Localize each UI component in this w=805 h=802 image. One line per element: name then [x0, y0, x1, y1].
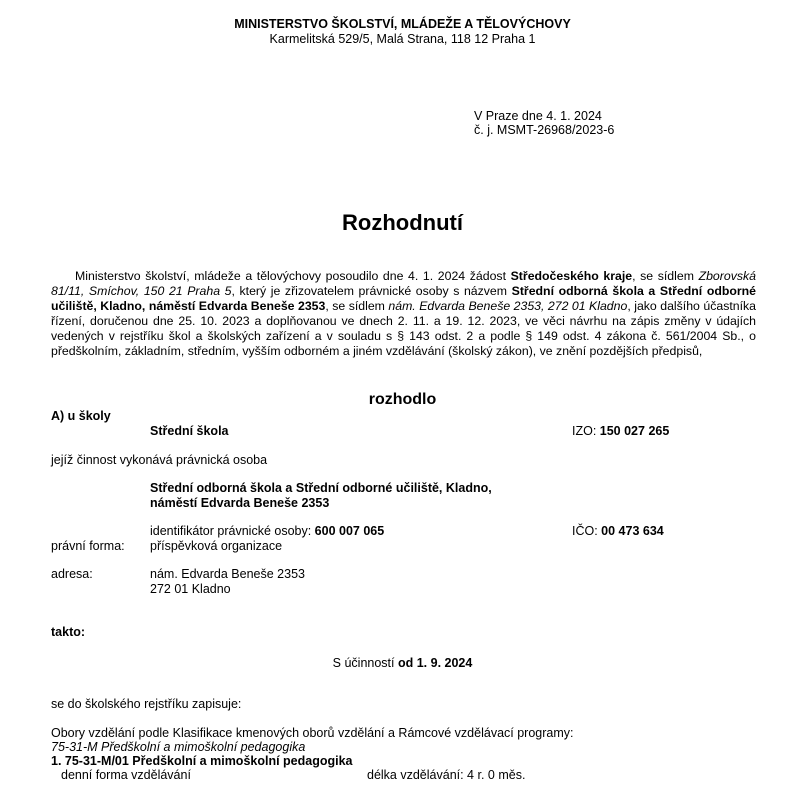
operator-intro: jejíž činnost vykonává právnická osoba — [51, 453, 268, 467]
effective-label: S účinností — [332, 656, 398, 670]
decided-heading: rozhodlo — [368, 391, 437, 408]
legal-id-value: 600 007 065 — [314, 524, 385, 538]
intro-text-1: Ministerstvo školství, mládeže a tělovýchovy posoudilo dne 4. 1. 2024 žádost — [75, 269, 511, 283]
legal-form-label: právní forma: — [51, 539, 125, 553]
intro-text-2: , se sídlem — [632, 269, 699, 283]
address-line2: 272 01 Kladno — [150, 582, 231, 596]
region-address: Zborovská 81/11, Smíchov, 150 21 Praha 5 — [51, 269, 756, 298]
ministry-address: Karmelitská 529/5, Malá Strana, 118 12 Praha 1 — [269, 32, 536, 46]
intro-paragraph — [51, 269, 756, 359]
field-group: 75-31-M Předškolní a mimoškolní pedagogika — [51, 740, 306, 754]
legal-form-value: příspěvková organizace — [150, 539, 283, 553]
reference-number: č. j. MSMT-26968/2023-6 — [474, 123, 615, 137]
field-duration: délka vzdělávání: 4 r. 0 měs. — [367, 768, 526, 782]
intro-text-4: , se sídlem — [325, 299, 389, 313]
operator-name — [150, 481, 492, 511]
intro-text-5: , jako dalšího účastníka řízení, doručenou dne 25. 10. 2023 a doplňovanou ve dnech 2. 11. a 19. 12. 2023, ve věci návrhu na zápis změny v údajích vedených v rejstříku škol a školských zařízení a v souladu s § 143 odst. 2 a podle § 149 odst. 4 zákona č. 561/2004 Sb., o předškolním, základním, středním, vyšším odborném a jiném vzdělávání (školský zákon), ve znění pozdějších předpisů, — [51, 299, 757, 358]
address-line1: nám. Edvarda Beneše 2353 — [150, 567, 305, 581]
field-form: denní forma vzdělávání — [61, 768, 191, 782]
intro-text-3: , který je zřizovatelem právnické osoby s názvem — [231, 284, 512, 298]
effective-value: od 1. 9. 2024 — [397, 656, 473, 670]
field-code-name: 1. 75-31-M/01 Předškolní a mimoškolní pedagogika — [51, 754, 353, 768]
izo-label: IZO: — [572, 424, 600, 438]
ico-label: IČO: — [572, 524, 602, 538]
effective-date — [0, 656, 805, 671]
ministry-name: MINISTERSTVO ŠKOLSTVÍ, MLÁDEŽE A TĚLOVÝCHOVY — [234, 17, 571, 31]
legal-id — [150, 524, 384, 539]
document-title: Rozhodnutí — [342, 210, 463, 235]
ico-value: 00 473 634 — [601, 524, 664, 538]
operator-name-line2: náměstí Edvarda Beneše 2353 — [150, 496, 330, 510]
school-full-name: Střední odborná škola a Střední odborné učiliště, Kladno, náměstí Edvarda Beneše 2353 — [51, 284, 757, 313]
ico — [572, 524, 664, 539]
operator-name-line1: Střední odborná škola a Střední odborné učiliště, Kladno, — [150, 481, 492, 495]
school-address: nám. Edvarda Beneše 2353, 272 01 Kladno — [388, 299, 628, 313]
school-type: Střední škola — [150, 424, 229, 438]
izo-value: 150 027 265 — [599, 424, 670, 438]
date-line: V Praze dne 4. 1. 2024 — [474, 109, 602, 123]
school-section-label: A) u školy — [51, 409, 111, 423]
register-intro: se do školského rejstříku zapisuje: — [51, 697, 242, 711]
address-label: adresa: — [51, 567, 93, 581]
izo — [572, 424, 669, 439]
region-name: Středočeského kraje — [510, 269, 633, 283]
legal-id-label: identifikátor právnické osoby: — [150, 524, 315, 538]
fields-intro: Obory vzdělání podle Klasifikace kmenových oborů vzdělání a Rámcové vzdělávací programy: — [51, 726, 574, 740]
takto-label: takto: — [51, 625, 86, 639]
